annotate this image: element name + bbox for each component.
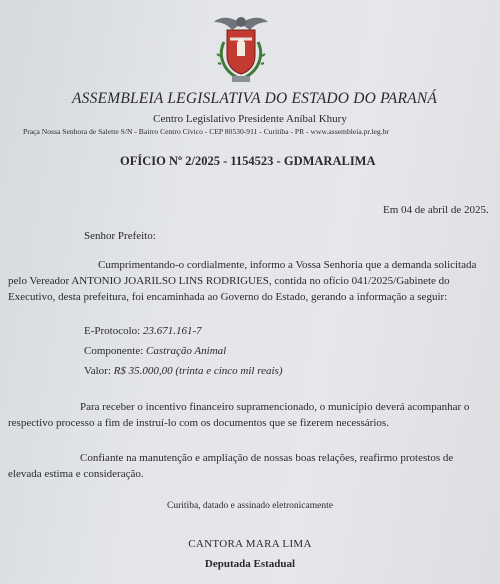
detail-value: Castração Animal: [146, 345, 227, 357]
detail-value: 23.671.161-7: [142, 325, 202, 337]
parana-coat-of-arms-icon: [210, 12, 272, 86]
oficio-number: OFÍCIO Nº 2/2025 - 1154523 - GDMARALIMA: [120, 154, 376, 168]
signer-name: CANTORA MARA LIMA: [188, 538, 312, 550]
document-date: Em 04 de abril de 2025.: [383, 204, 489, 216]
detail-label: Componente:: [84, 345, 147, 357]
detail-protocol: [84, 325, 202, 337]
paragraph-1-line: Executivo, desta prefeitura, foi encaminhada ao Governo do Estado, gerando a informação a seguir:: [8, 291, 448, 303]
paragraph-2-line: respectivo processo a fim de instruí-lo com os documentos que se fizerem necessários.: [8, 417, 389, 429]
paragraph-1-line: Cumprimentando-o cordialmente, informo a Vossa Senhoria que a demanda solicitada: [98, 259, 477, 271]
paragraph-3-line: Confiante na manutenção e ampliação de nossas boas relações, reafirmo protestos de: [80, 452, 454, 464]
detail-value: R$ 35.000,00 (trinta e cinco mil reais): [113, 365, 283, 377]
detail-label: Valor:: [84, 365, 114, 377]
building-name: Centro Legislativo Presidente Aníbal Khury: [153, 113, 347, 125]
salutation: Senhor Prefeito:: [84, 230, 156, 242]
detail-component: [84, 345, 226, 357]
paragraph-1-line: pelo Vereador ANTONIO JOARILSO LINS RODRIGUES, contida no ofício 041/2025/Gabinete do: [8, 275, 450, 287]
detail-value-amount: [84, 365, 283, 377]
paragraph-3-line: elevada estima e consideração.: [8, 468, 144, 480]
signer-role: Deputada Estadual: [204, 558, 296, 570]
paragraph-2-line: Para receber o incentivo financeiro supramencionado, o município deverá acompanhar o: [80, 401, 470, 413]
institution-address: Praça Nossa Senhora de Salette S/N - Bairro Centro Cívico - CEP 80530-911 - Curitiba - PR - www.assembleia.pr.leg.br: [23, 127, 389, 136]
signature-note: Curitiba, datado e assinado eletronicamente: [167, 501, 333, 511]
detail-label: E-Protocolo:: [84, 325, 143, 337]
institution-title: ASSEMBLEIA LEGISLATIVA DO ESTADO DO PARANÁ: [72, 90, 438, 107]
